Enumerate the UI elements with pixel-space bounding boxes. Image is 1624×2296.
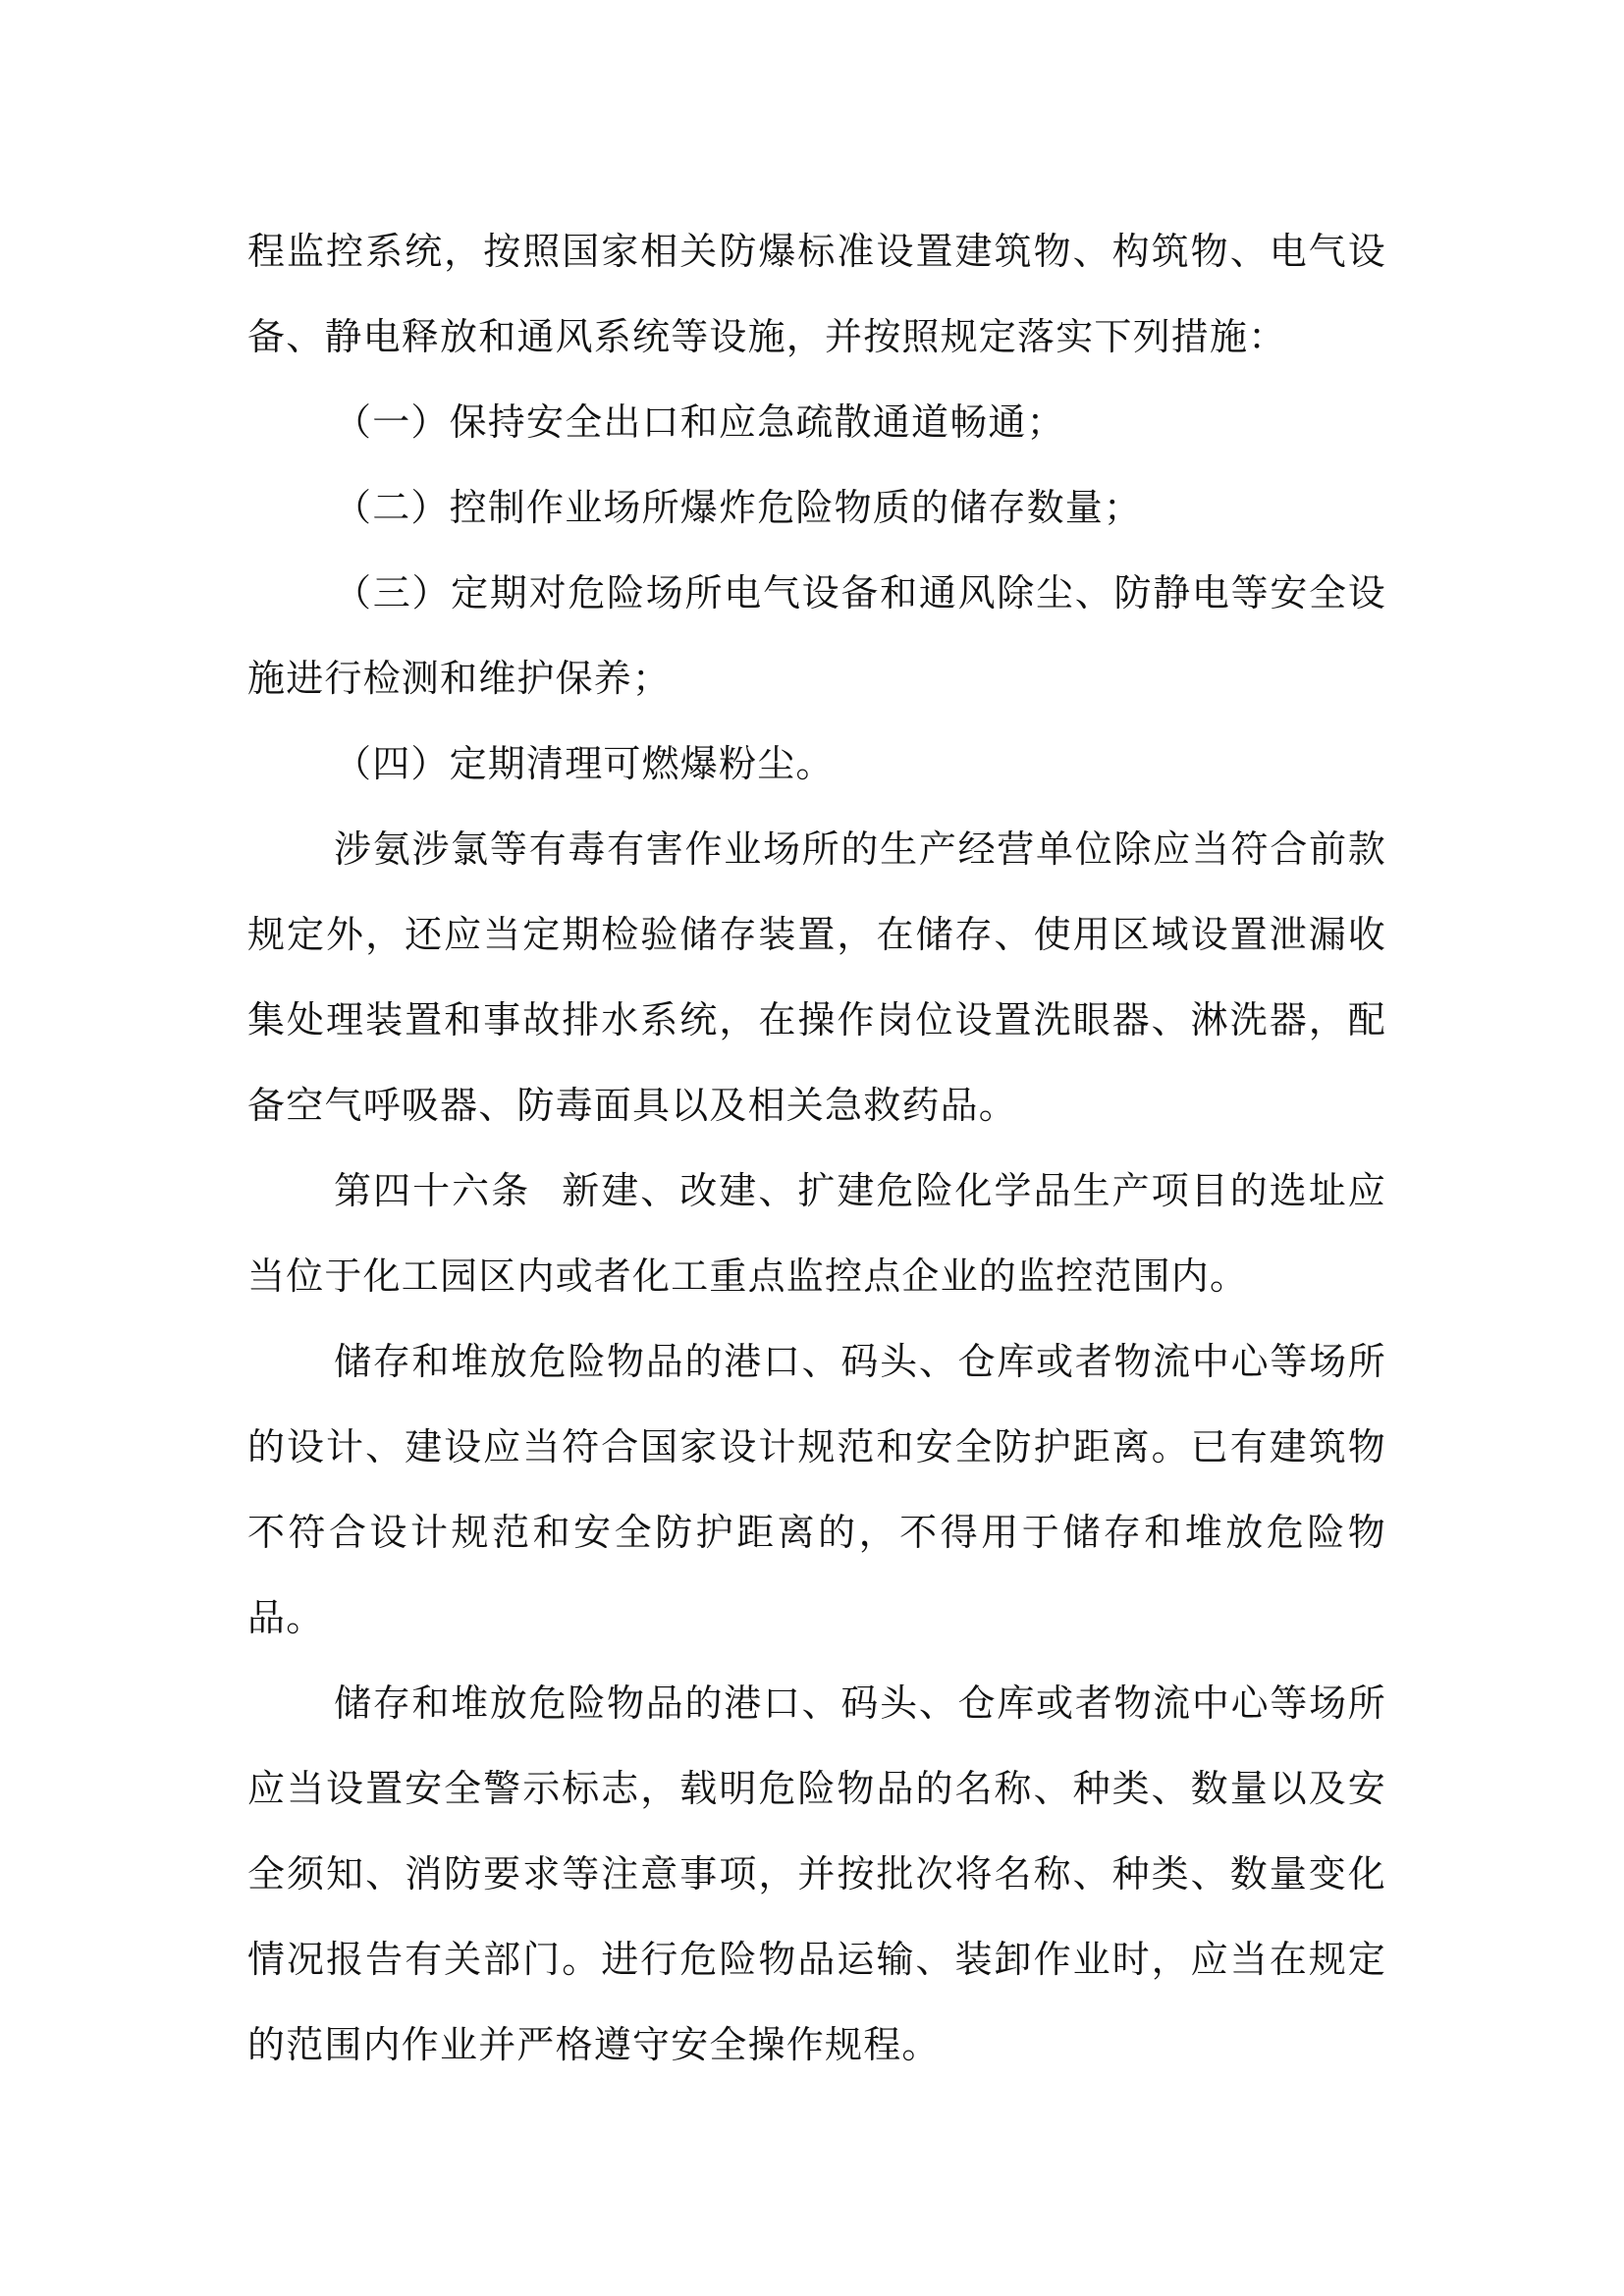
paragraph-article-46	[247, 1148, 1386, 1319]
paragraph-toxic-sites: 涉氨涉氯等有毒有害作业场所的生产经营单位除应当符合前款规定外，还应当定期检验储存装置，在储存、使用区域设置泄漏收集处理装置和事故排水系统，在操作岗位设置洗眼器、淋洗器，配备空气呼吸器、防毒面具以及相关急救药品。	[247, 828, 1386, 1127]
list-item-1: （一）保持安全出口和应急疏散通道畅通；	[334, 400, 1065, 444]
article-number: 第四十六条	[334, 1169, 531, 1212]
article-46-text: 新建、改建、扩建危险化学品生产项目的选址应当位于化工园区内或者化工重点监控点企业的监控范围内。	[247, 1169, 1386, 1298]
paragraph-warning-signs: 储存和堆放危险物品的港口、码头、仓库或者物流中心等场所应当设置安全警示标志，载明危险物品的名称、种类、数量以及安全须知、消防要求等注意事项，并按批次将名称、种类、数量变化情况报告有关部门。进行危险物品运输、装卸作业时，应当在规定的范围内作业并严格遵守安全操作规程。	[247, 1682, 1386, 2066]
list-item-3: （三）定期对危险场所电气设备和通风除尘、防静电等安全设施进行检测和维护保养；	[247, 571, 1386, 700]
document-body	[247, 209, 1386, 2088]
list-item-2: （二）控制作业场所爆炸危险物质的储存数量；	[334, 486, 1143, 529]
paragraph-continuation: 程监控系统，按照国家相关防爆标准设置建筑物、构筑物、电气设备、静电释放和通风系统等设施，并按照规定落实下列措施：	[247, 230, 1386, 358]
paragraph-storage-design: 储存和堆放危险物品的港口、码头、仓库或者物流中心等场所的设计、建设应当符合国家设计规范和安全防护距离。已有建筑物不符合设计规范和安全防护距离的，不得用于储存和堆放危险物品。	[247, 1340, 1386, 1639]
list-item-4: （四）定期清理可燃爆粉尘。	[334, 742, 835, 785]
